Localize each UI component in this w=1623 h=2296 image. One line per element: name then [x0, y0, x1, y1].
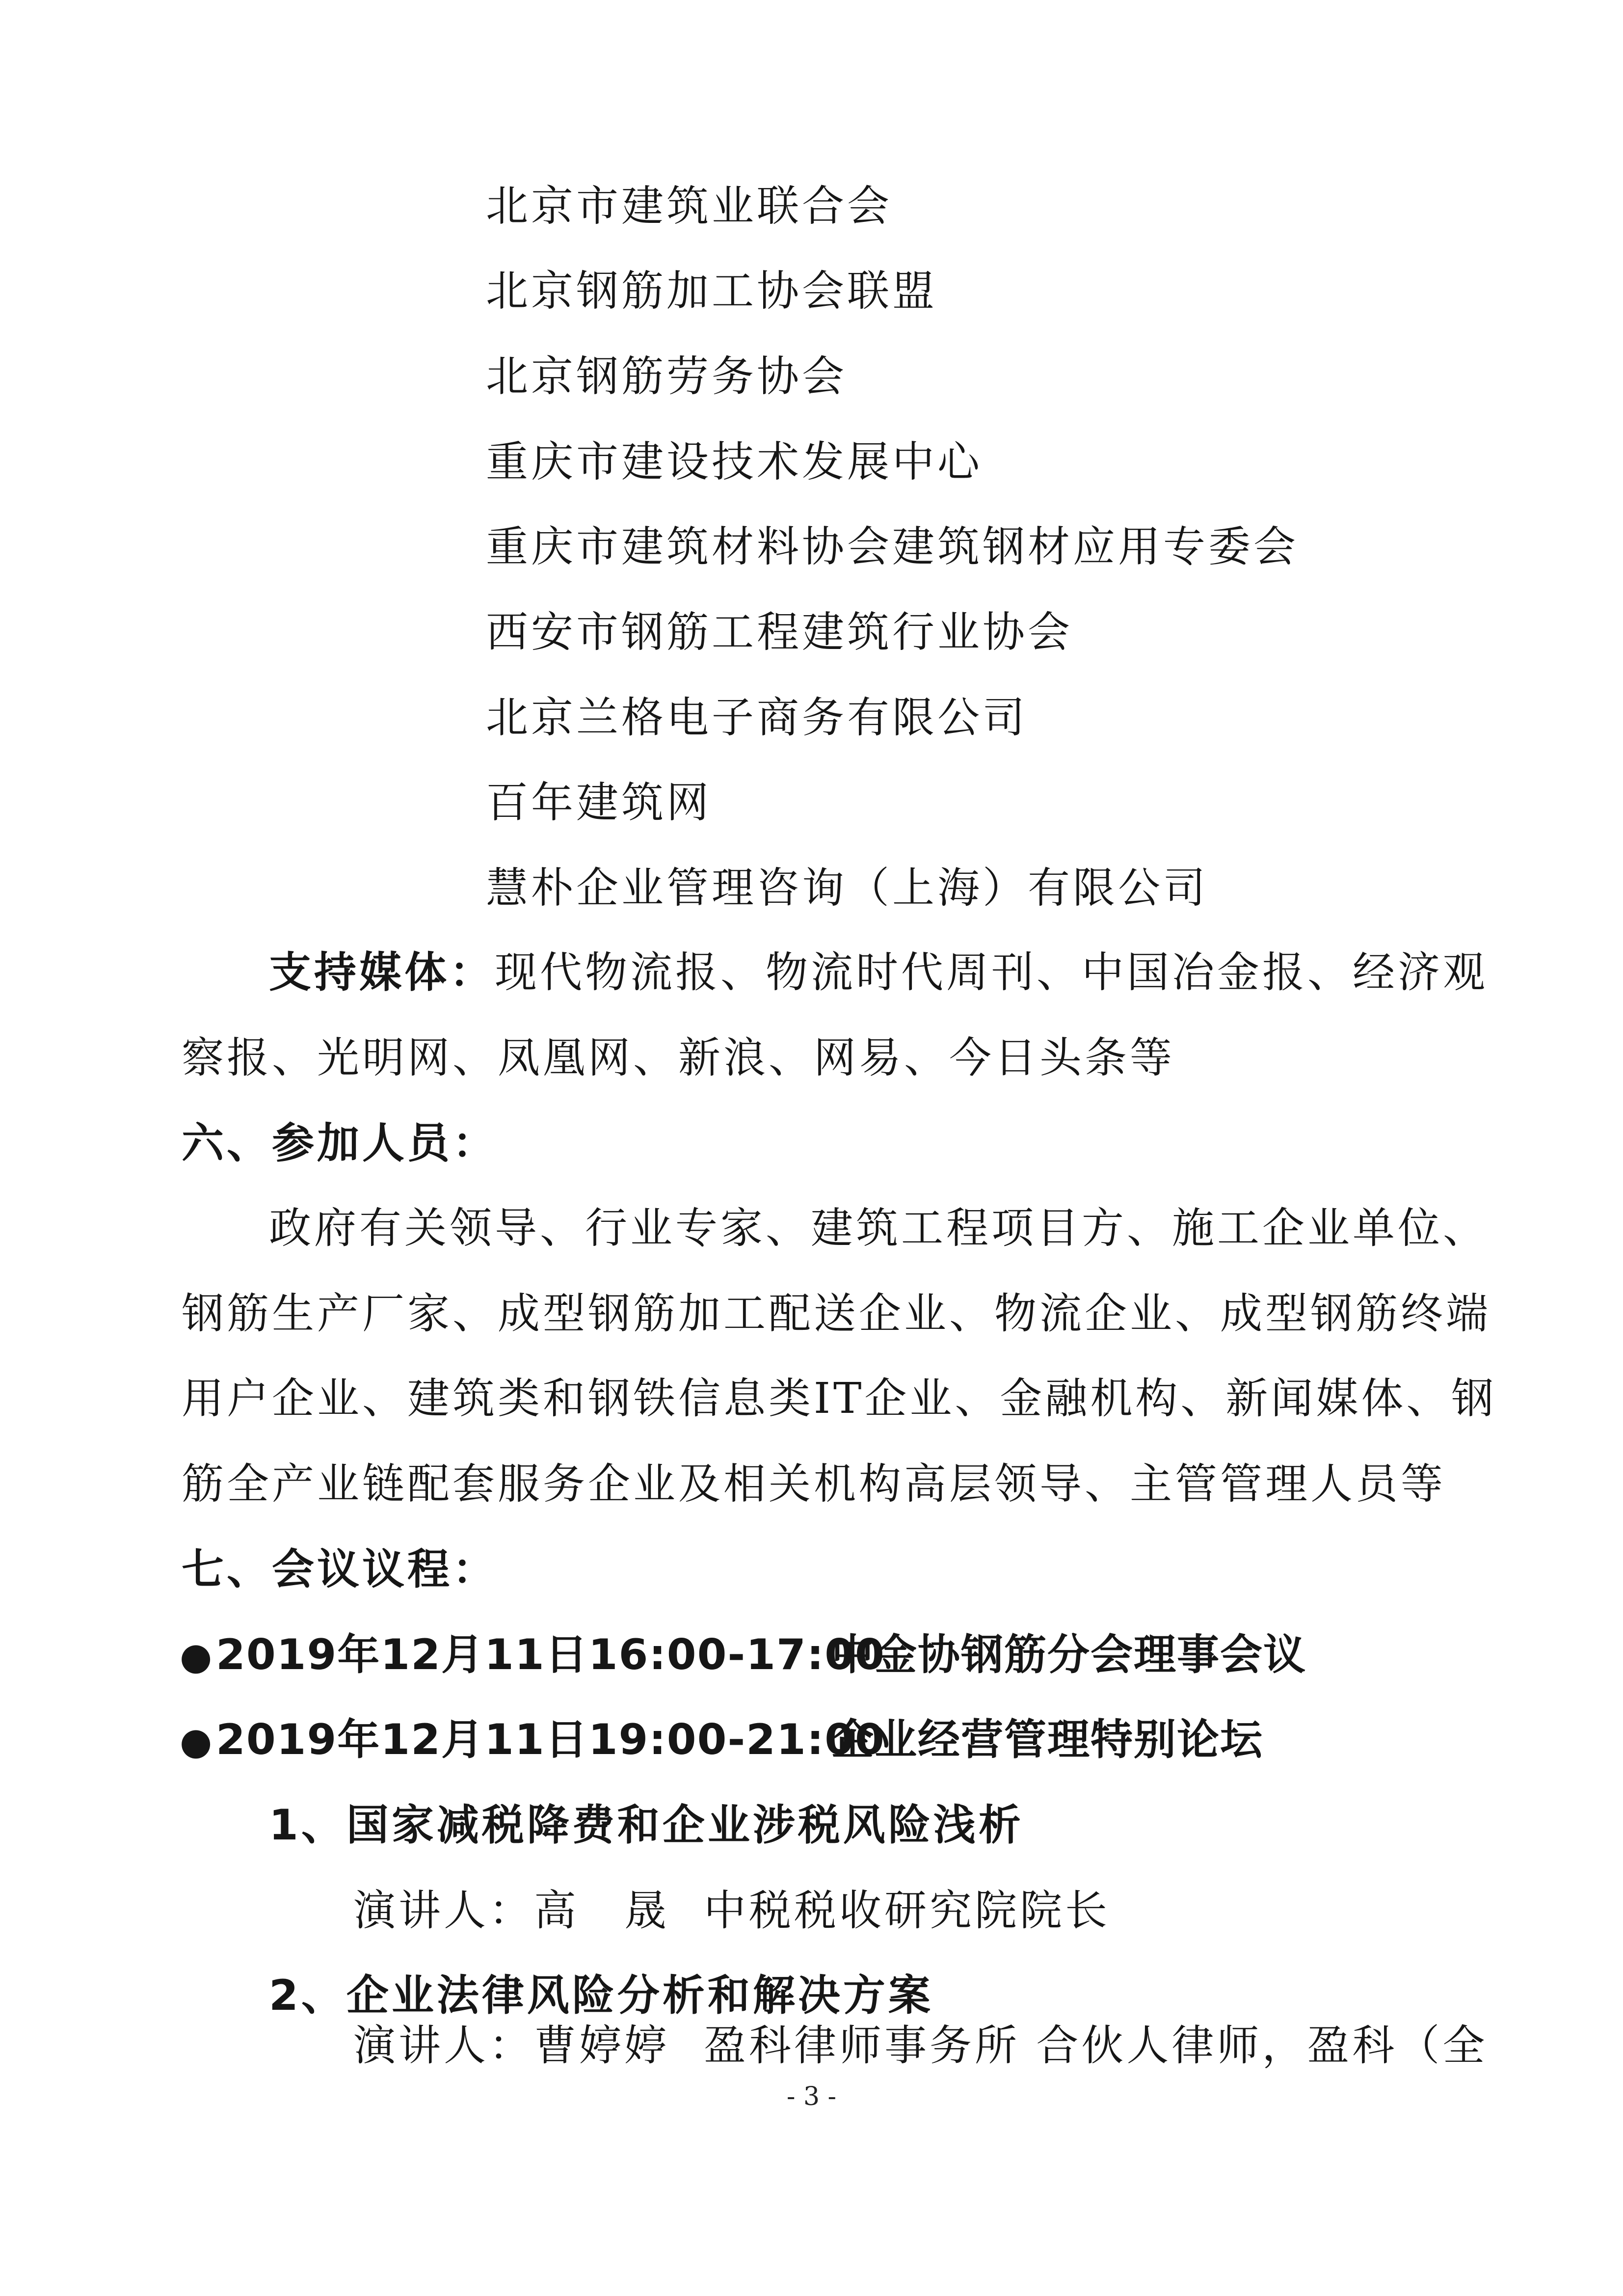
participants-line: 政府有关领导、行业专家、建筑工程项目方、施工企业单位、 — [269, 1204, 1488, 1253]
speaker-label: 演讲人： — [353, 1886, 534, 1935]
participants-line: 筋全产业链配套服务企业及相关机构高层领导、主管管理人员等 — [182, 1459, 1446, 1509]
topic-title: 1、国家减税降费和企业涉税风险浅析 — [269, 1801, 1024, 1850]
participants-line: 钢筋生产厂家、成型钢筋加工配送企业、物流企业、成型钢筋终端 — [182, 1289, 1491, 1338]
organization-item: 重庆市建设技术发展中心 — [486, 437, 983, 486]
organization-item: 重庆市建筑材料协会建筑钢材应用专委会 — [486, 522, 1299, 571]
organization-item: 北京钢筋加工协会联盟 — [486, 267, 937, 316]
speaker-name: 高 晟 — [534, 1886, 669, 1935]
speaker-line — [353, 2019, 1488, 2073]
organization-item: 西安市钢筋工程建筑行业协会 — [486, 608, 1073, 657]
bullet-icon: ● — [180, 1719, 213, 1763]
participants-line: 用户企业、建筑类和钢铁信息类IT企业、金融机构、新闻媒体、钢 — [182, 1374, 1497, 1423]
section-heading-agenda: 七、会议议程： — [182, 1545, 498, 1594]
section-heading-participants: 六、参加人员： — [182, 1119, 498, 1168]
agenda-item — [180, 1713, 1263, 1768]
media-text-line2: 察报、光明网、凤凰网、新浪、网易、今日头条等 — [182, 1033, 1175, 1082]
speaker-role: 中税税收研究院院长 — [704, 1886, 1110, 1935]
organization-item: 慧朴企业管理咨询（上海）有限公司 — [486, 864, 1208, 913]
page-number: - 3 - — [786, 2082, 837, 2111]
organization-item: 北京兰格电子商务有限公司 — [486, 693, 1028, 742]
agenda-title: 中金协钢筋分会理事会议 — [831, 1630, 1306, 1679]
agenda-time: 2019年12月11日16:00-17:00 — [216, 1630, 885, 1679]
speaker-line — [353, 1884, 1110, 1938]
agenda-item — [180, 1628, 1306, 1683]
organization-item: 百年建筑网 — [486, 778, 712, 827]
organization-item: 北京市建筑业联合会 — [486, 182, 892, 231]
agenda-time: 2019年12月11日19:00-21:00 — [216, 1715, 885, 1764]
media-paragraph — [269, 945, 1488, 999]
topic-title: 2、企业法律风险分析和解决方案 — [269, 1971, 933, 2020]
speaker-role: 盈科律师事务所 合伙人律师，盈科（全 — [704, 2021, 1488, 2070]
media-text-line1: 现代物流报、物流时代周刊、中国冶金报、经济观 — [495, 948, 1488, 997]
agenda-title: 企业经营管理特别论坛 — [831, 1715, 1263, 1764]
speaker-name: 曹婷婷 — [534, 2021, 669, 2070]
media-label: 支持媒体： — [269, 948, 495, 997]
bullet-icon: ● — [180, 1634, 213, 1678]
speaker-label: 演讲人： — [353, 2021, 534, 2070]
organization-item: 北京钢筋劳务协会 — [486, 352, 847, 401]
